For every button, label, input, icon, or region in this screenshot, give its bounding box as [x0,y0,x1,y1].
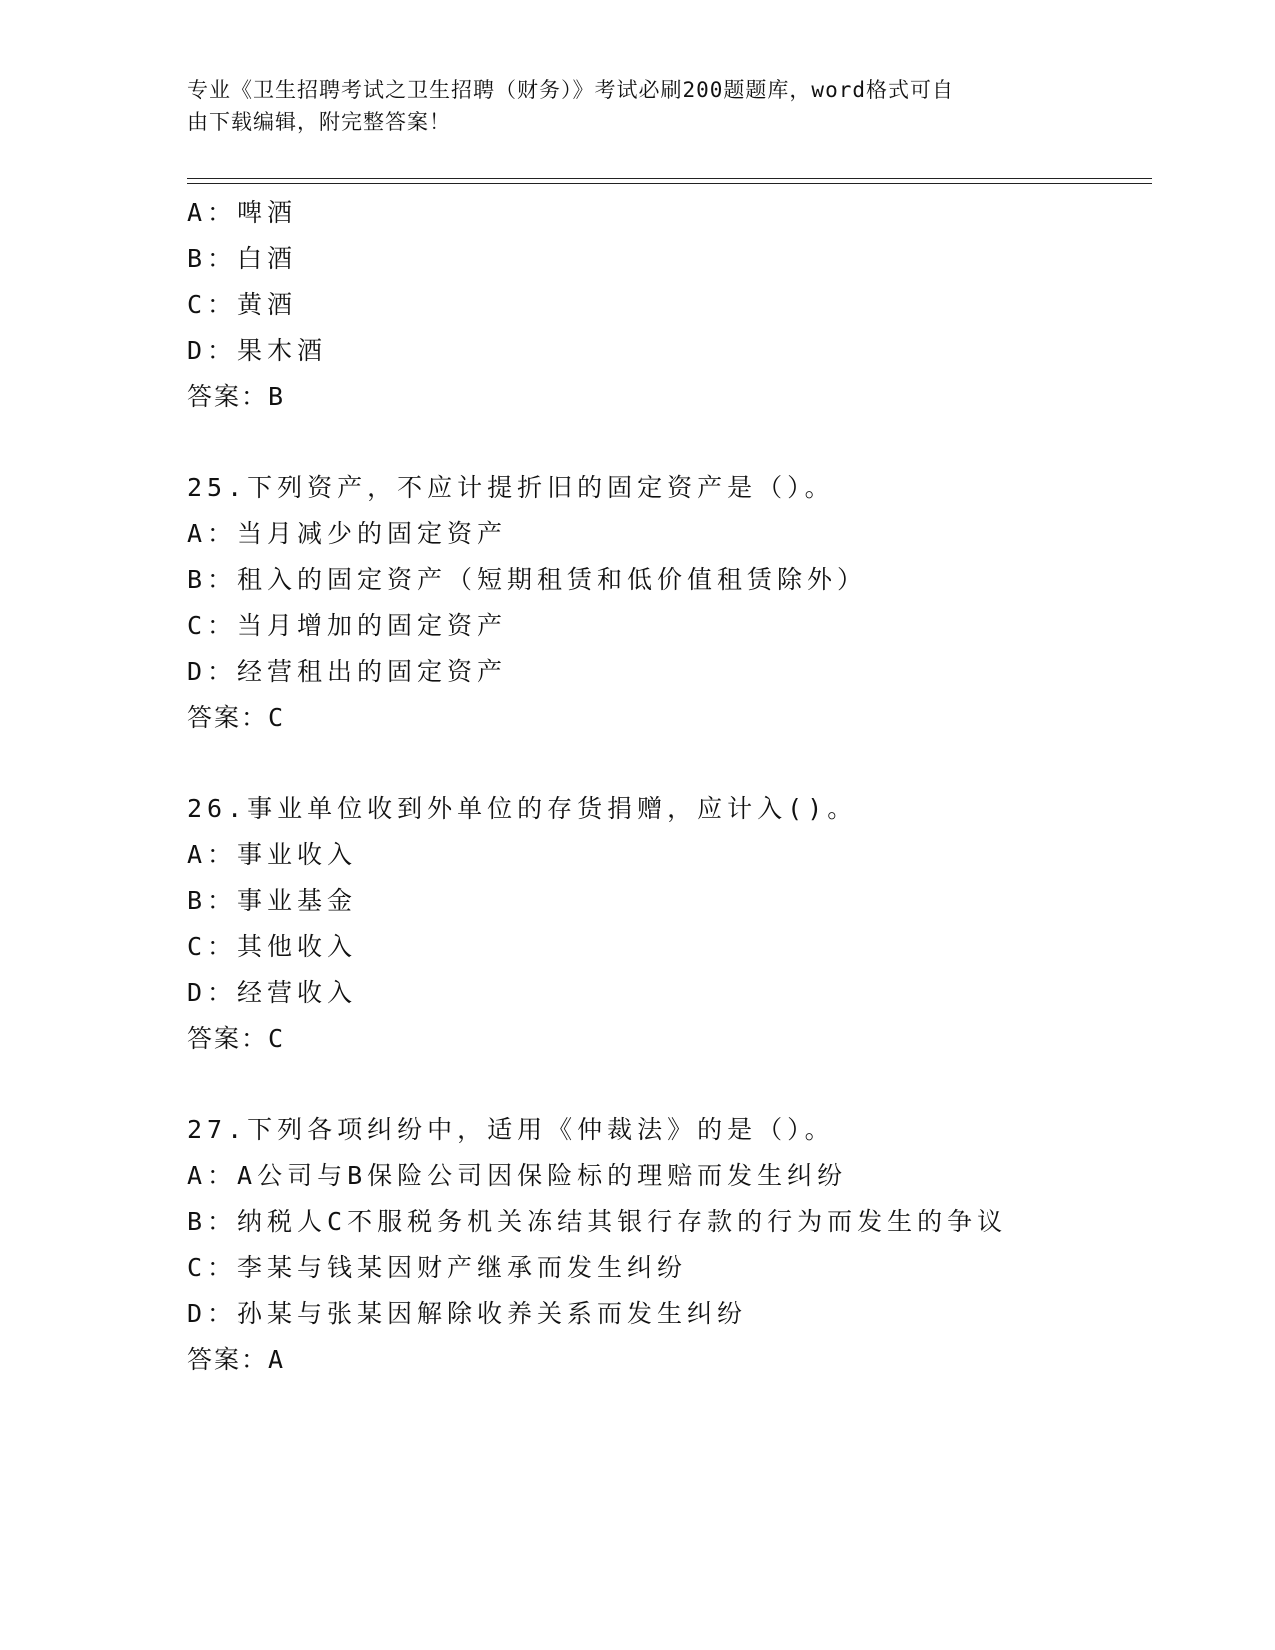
option-c: C：李某与钱某因财产继承而发生纠纷 [187,1253,688,1282]
question-list [187,190,1147,1383]
option-a: A：啤酒 [187,198,298,227]
header-line-2: 由下载编辑，附完整答案！ [187,110,451,134]
answer-line [187,1337,1147,1383]
header-divider-top [187,178,1152,179]
partial-question-block [187,190,1147,420]
answer-value: C [268,1024,286,1053]
option-c: C：黄酒 [187,290,298,319]
document-header [187,74,1087,138]
question-stem: 27.下列各项纠纷中，适用《仲裁法》的是（）。 [187,1115,835,1144]
option-a: A：A公司与B保险公司因保险标的理赔而发生纠纷 [187,1161,848,1190]
answer-value: B [268,382,286,411]
header-divider-bottom [187,183,1152,184]
option-b: B：白酒 [187,244,298,273]
option-b: B：事业基金 [187,886,358,915]
option-c: C：当月增加的固定资产 [187,611,508,640]
option-a: A：事业收入 [187,840,358,869]
question-block-25 [187,465,1147,741]
question-block-27 [187,1107,1147,1383]
answer-line [187,374,1147,420]
answer-label: 答案： [187,382,269,411]
option-b: B：租入的固定资产（短期租赁和低价值租赁除外） [187,565,868,594]
answer-line [187,1016,1147,1062]
option-a: A：当月减少的固定资产 [187,519,508,548]
option-d: D：经营收入 [187,978,358,1007]
option-d: D：孙某与张某因解除收养关系而发生纠纷 [187,1299,748,1328]
answer-label: 答案： [187,1024,269,1053]
header-line-1: 专业《卫生招聘考试之卫生招聘（财务）》考试必刷200题题库，word格式可自 [187,78,954,102]
question-stem: 25.下列资产，不应计提折旧的固定资产是（）。 [187,473,835,502]
answer-line [187,695,1147,741]
answer-label: 答案： [187,703,269,732]
option-d: D：果木酒 [187,336,328,365]
option-b: B：纳税人C不服税务机关冻结其银行存款的行为而发生的争议 [187,1207,1008,1236]
answer-value: A [268,1345,286,1374]
option-d: D：经营租出的固定资产 [187,657,508,686]
option-c: C：其他收入 [187,932,358,961]
answer-label: 答案： [187,1345,269,1374]
answer-value: C [268,703,286,732]
question-stem: 26.事业单位收到外单位的存货捐赠，应计入()。 [187,794,858,823]
question-block-26 [187,786,1147,1062]
